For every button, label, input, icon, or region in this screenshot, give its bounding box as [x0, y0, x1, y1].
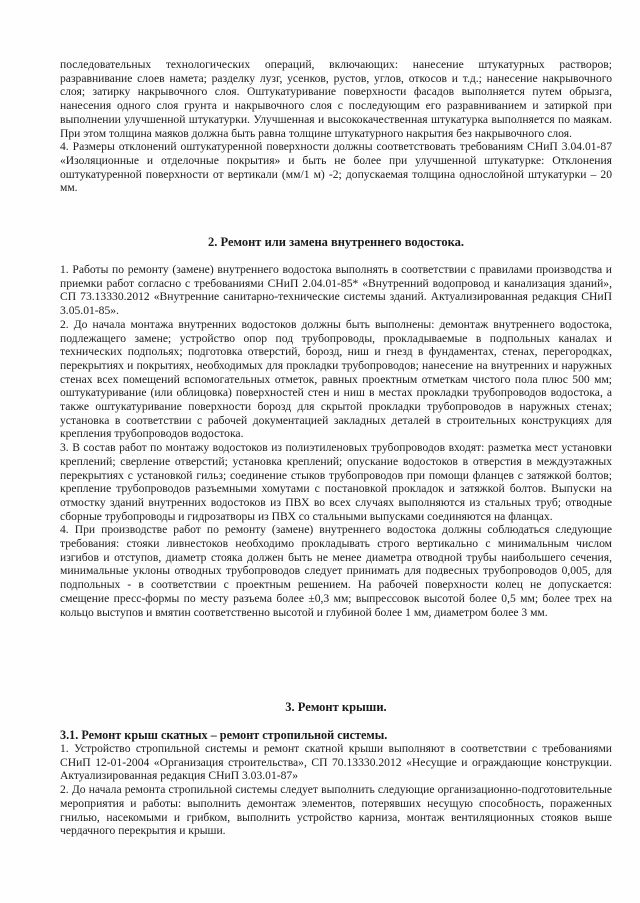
section-2-paragraph-2: 2. До начала монтажа внутренних водостоков должны быть выполнены: демонтаж внутреннего водостока, подлежащего замене; устройство опор под трубопроводы, прокладываемые в подпольных каналах и технических подпольях; подготовка отверстий, борозд, ниш и гнезд в фундаментах, стенах, перегородках, перекрытиях и покрытиях, необходимых для прокладки трубопроводов; нанесение на внутренних и наружных стенах всех помещений вспомогательных отметок, равных проектным отметкам чистого пола плюс 500 мм; оштукатуривание (или облицовка) поверхностей стен и ниш в местах прокладки трубопроводов водостока, а также оштукатуривание поверхности борозд для скрытой прокладки трубопроводов в наружных стенах; установка в соответствии с рабочей документацией закладных деталей в строительных конструкциях для крепления трубопроводов водостока.	[60, 317, 612, 441]
section-3-paragraph-2: 2. До начала ремонта стропильной системы следует выполнить следующие организационно-подготовительные мероприятия и работы: выполнить демонтаж элементов, потерявших несущую способность, пораженных гнилью, насекомыми и грибком, выполнить устройство карниза, монтаж вентиляционных стояков выше чердачного перекрытия и крыши.	[60, 783, 612, 838]
section-3-body	[60, 728, 612, 838]
section-2-paragraph-4: 4. При производстве работ по ремонту (замене) внутреннего водостока должны соблюдаться следующие требования: стояки ливнестоков необходимо прокладывать строго вертикально с минимальным числом изгибов и отступов, диаметр стояка должен быть не менее диаметра отводной трубы наибольшего сечения, минимальные уклоны отводных трубопроводов следует принимать для подвесных трубопроводов 0,005, для подпольных - в соответствии с проектным решением. На рабочей поверхности колец не допускается: смещение пресс-формы по месту разъема более ±0,3 мм; выпрессовок высотой более 0,5 мм; более трех на кольцо выступов и вмятин соответственно высотой и глубиной более 1 мм, диаметром более 3 мм.	[60, 523, 612, 619]
intro-paragraph: последовательных технологических операций, включающих: нанесение штукатурных растворов; разравнивание слоев намета; разделку лузг, усенков, рустов, углов, откосов и т.д.; нанесение накрывочного слоя; затирку накрывочного слоя. Оштукатуривание поверхности фасадов выполняется путем обрызга, нанесения одного слоя грунта и накрывочного слоя с последующим его разравниванием и затиркой при выполнении улучшенной штукатурки. Улучшенная и высококачественная штукатурка выполняется по маякам. При этом толщина маяков должна быть равна толщине штукатурного накрытия без накрывочного слоя.	[60, 58, 612, 140]
section-3-1-subheading: 3.1. Ремонт крыш скатных – ремонт стропильной системы.	[60, 728, 388, 742]
item-4-paragraph: 4. Размеры отклонений оштукатуренной поверхности должны соответствовать требованиям СНиП 3.04.01-87 «Изоляционные и отделочные покрытия» и быть не более при улучшенной штукатурке: Отклонения оштукатуренной поверхности от вертикали (мм/1 м) -2; допускаемая толщина однослойной штукатурки – 20 мм.	[60, 140, 612, 195]
section-2-heading: 2. Ремонт или замена внутреннего водостока.	[207, 235, 465, 249]
intro-block	[60, 58, 612, 195]
section-2-body	[60, 263, 612, 619]
section-2-paragraph-3: 3. В состав работ по монтажу водостоков из полиэтиленовых трубопроводов входят: разметка мест установки креплений; сверление отверстий; установка креплений; опускание водостоков в отверстия в междуэтажных перекрытиях с установкой гильз; соединение стыков трубопроводов при помощи фланцев с затяжкой болтов; крепление трубопроводов разъемными хомутами с постановкой прокладок и затяжкой болтов. Выпуски на отмостку зданий внутренних водостоков из ПВХ во всех случаях выполняются из стальных труб; отводные сборные трубопроводы и гидрозатворы из ПВХ со стальными выпусками соединяются на фланцах.	[60, 441, 612, 523]
section-3-heading: 3. Ремонт крыши.	[285, 700, 387, 714]
section-2-paragraph-1: 1. Работы по ремонту (замене) внутреннего водостока выполнять в соответствии с правилами производства и приемки работ согласно с требованиями СНиП 2.04.01-85* «Внутренний водопровод и канализация зданий», СП 73.13330.2012 «Внутренние санитарно-технические системы зданий. Актуализированная редакция СНиП 3.05.01-85».	[60, 263, 612, 318]
section-3-paragraph-1: 1. Устройство стропильной системы и ремонт скатной крыши выполняют в соответствии с требованиями СНиП 12-01-2004 «Организация строительства», СП 70.13330.2012 «Несущие и ограждающие конструкции. Актуализированная редакция СНиП 3.03.01-87»	[60, 742, 612, 783]
